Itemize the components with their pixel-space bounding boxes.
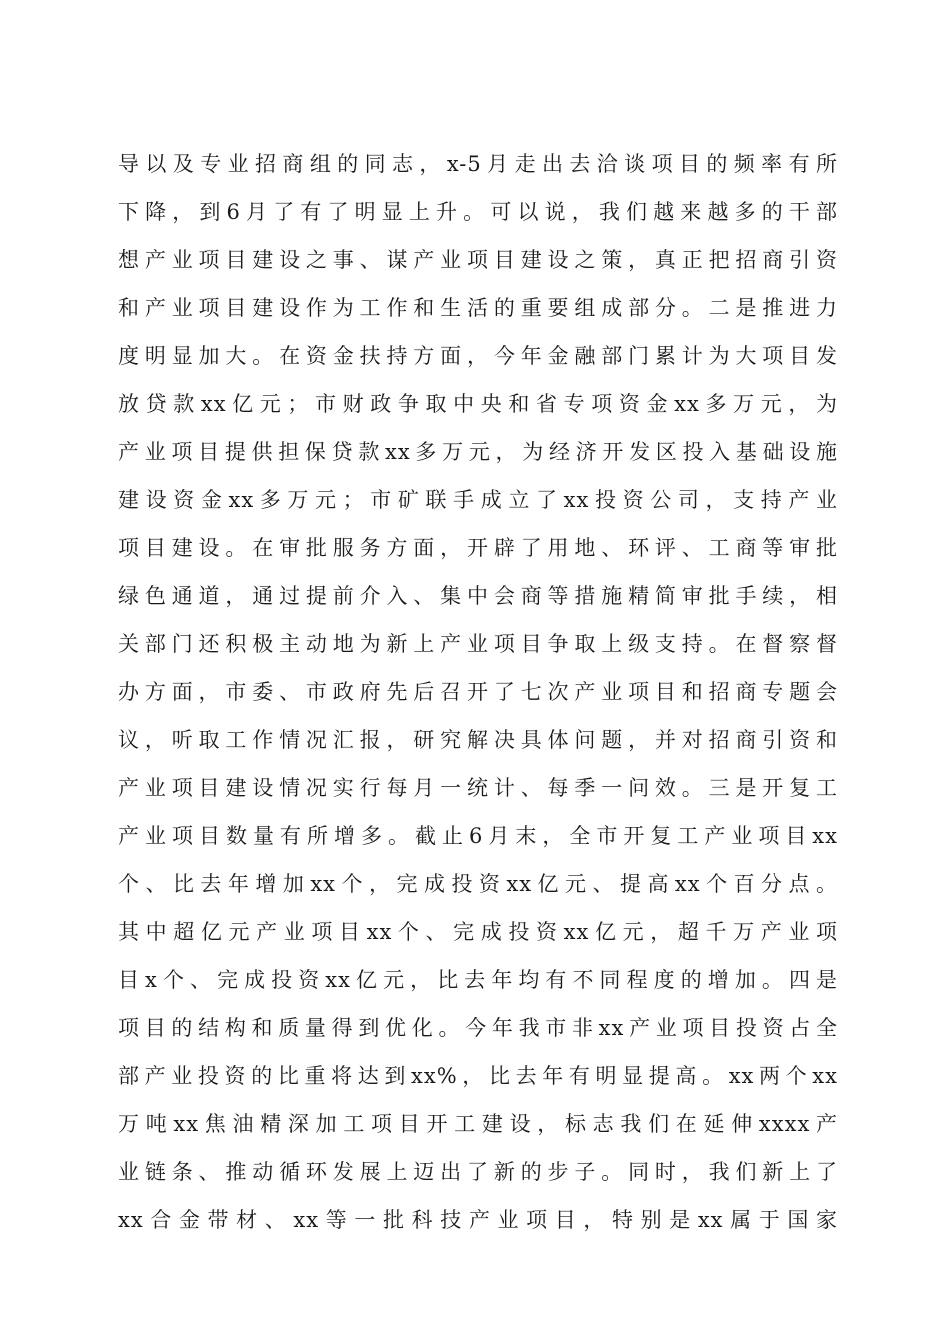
text-line: 想产业项目建设之事、谋产业项目建设之策，真正把招商引资 bbox=[118, 248, 838, 272]
text-line: 导以及专业招商组的同志，x-5月走出去洽谈项目的频率有所 bbox=[118, 152, 838, 176]
text-line: 议，听取工作情况汇报，研究解决具体问题，并对招商引资和 bbox=[118, 728, 838, 752]
text-line: 产业项目提供担保贷款xx多万元，为经济开发区投入基础设施 bbox=[118, 440, 838, 464]
text-line: 放贷款xx亿元；市财政争取中央和省专项资金xx多万元，为 bbox=[118, 392, 838, 416]
text-line: 绿色通道，通过提前介入、集中会商等措施精简审批手续，相 bbox=[118, 584, 838, 608]
text-line: 度明显加大。在资金扶持方面，今年金融部门累计为大项目发 bbox=[118, 344, 838, 368]
text-line: 部产业投资的比重将达到xx%，比去年有明显提高。xx两个xx bbox=[118, 1064, 838, 1088]
text-line: 目x个、完成投资xx亿元，比去年均有不同程度的增加。四是 bbox=[118, 968, 838, 992]
body-paragraph bbox=[118, 140, 838, 1244]
text-line: 项目建设。在审批服务方面，开辟了用地、环评、工商等审批 bbox=[118, 536, 838, 560]
text-line: 个、比去年增加xx个，完成投资xx亿元、提高xx个百分点。 bbox=[118, 872, 838, 896]
text-line: 办方面，市委、市政府先后召开了七次产业项目和招商专题会 bbox=[118, 680, 838, 704]
text-line: 其中超亿元产业项目xx个、完成投资xx亿元，超千万产业项 bbox=[118, 920, 838, 944]
text-line: 业链条、推动循环发展上迈出了新的步子。同时，我们新上了 bbox=[118, 1160, 838, 1184]
text-line: 建设资金xx多万元；市矿联手成立了xx投资公司，支持产业 bbox=[118, 488, 838, 512]
text-line: 万吨xx焦油精深加工项目开工建设，标志我们在延伸xxxx产 bbox=[118, 1112, 838, 1136]
text-line: 下降，到6月了有了明显上升。可以说，我们越来越多的干部 bbox=[118, 200, 838, 224]
text-line: 关部门还积极主动地为新上产业项目争取上级支持。在督察督 bbox=[118, 632, 838, 656]
text-line: xx合金带材、xx等一批科技产业项目，特别是xx属于国家 bbox=[118, 1208, 838, 1232]
text-line: 项目的结构和质量得到优化。今年我市非xx产业项目投资占全 bbox=[118, 1016, 838, 1040]
text-line: 产业项目建设情况实行每月一统计、每季一问效。三是开复工 bbox=[118, 776, 838, 800]
text-line: 和产业项目建设作为工作和生活的重要组成部分。二是推进力 bbox=[118, 296, 838, 320]
text-line: 产业项目数量有所增多。截止6月末，全市开复工产业项目xx bbox=[118, 824, 838, 848]
